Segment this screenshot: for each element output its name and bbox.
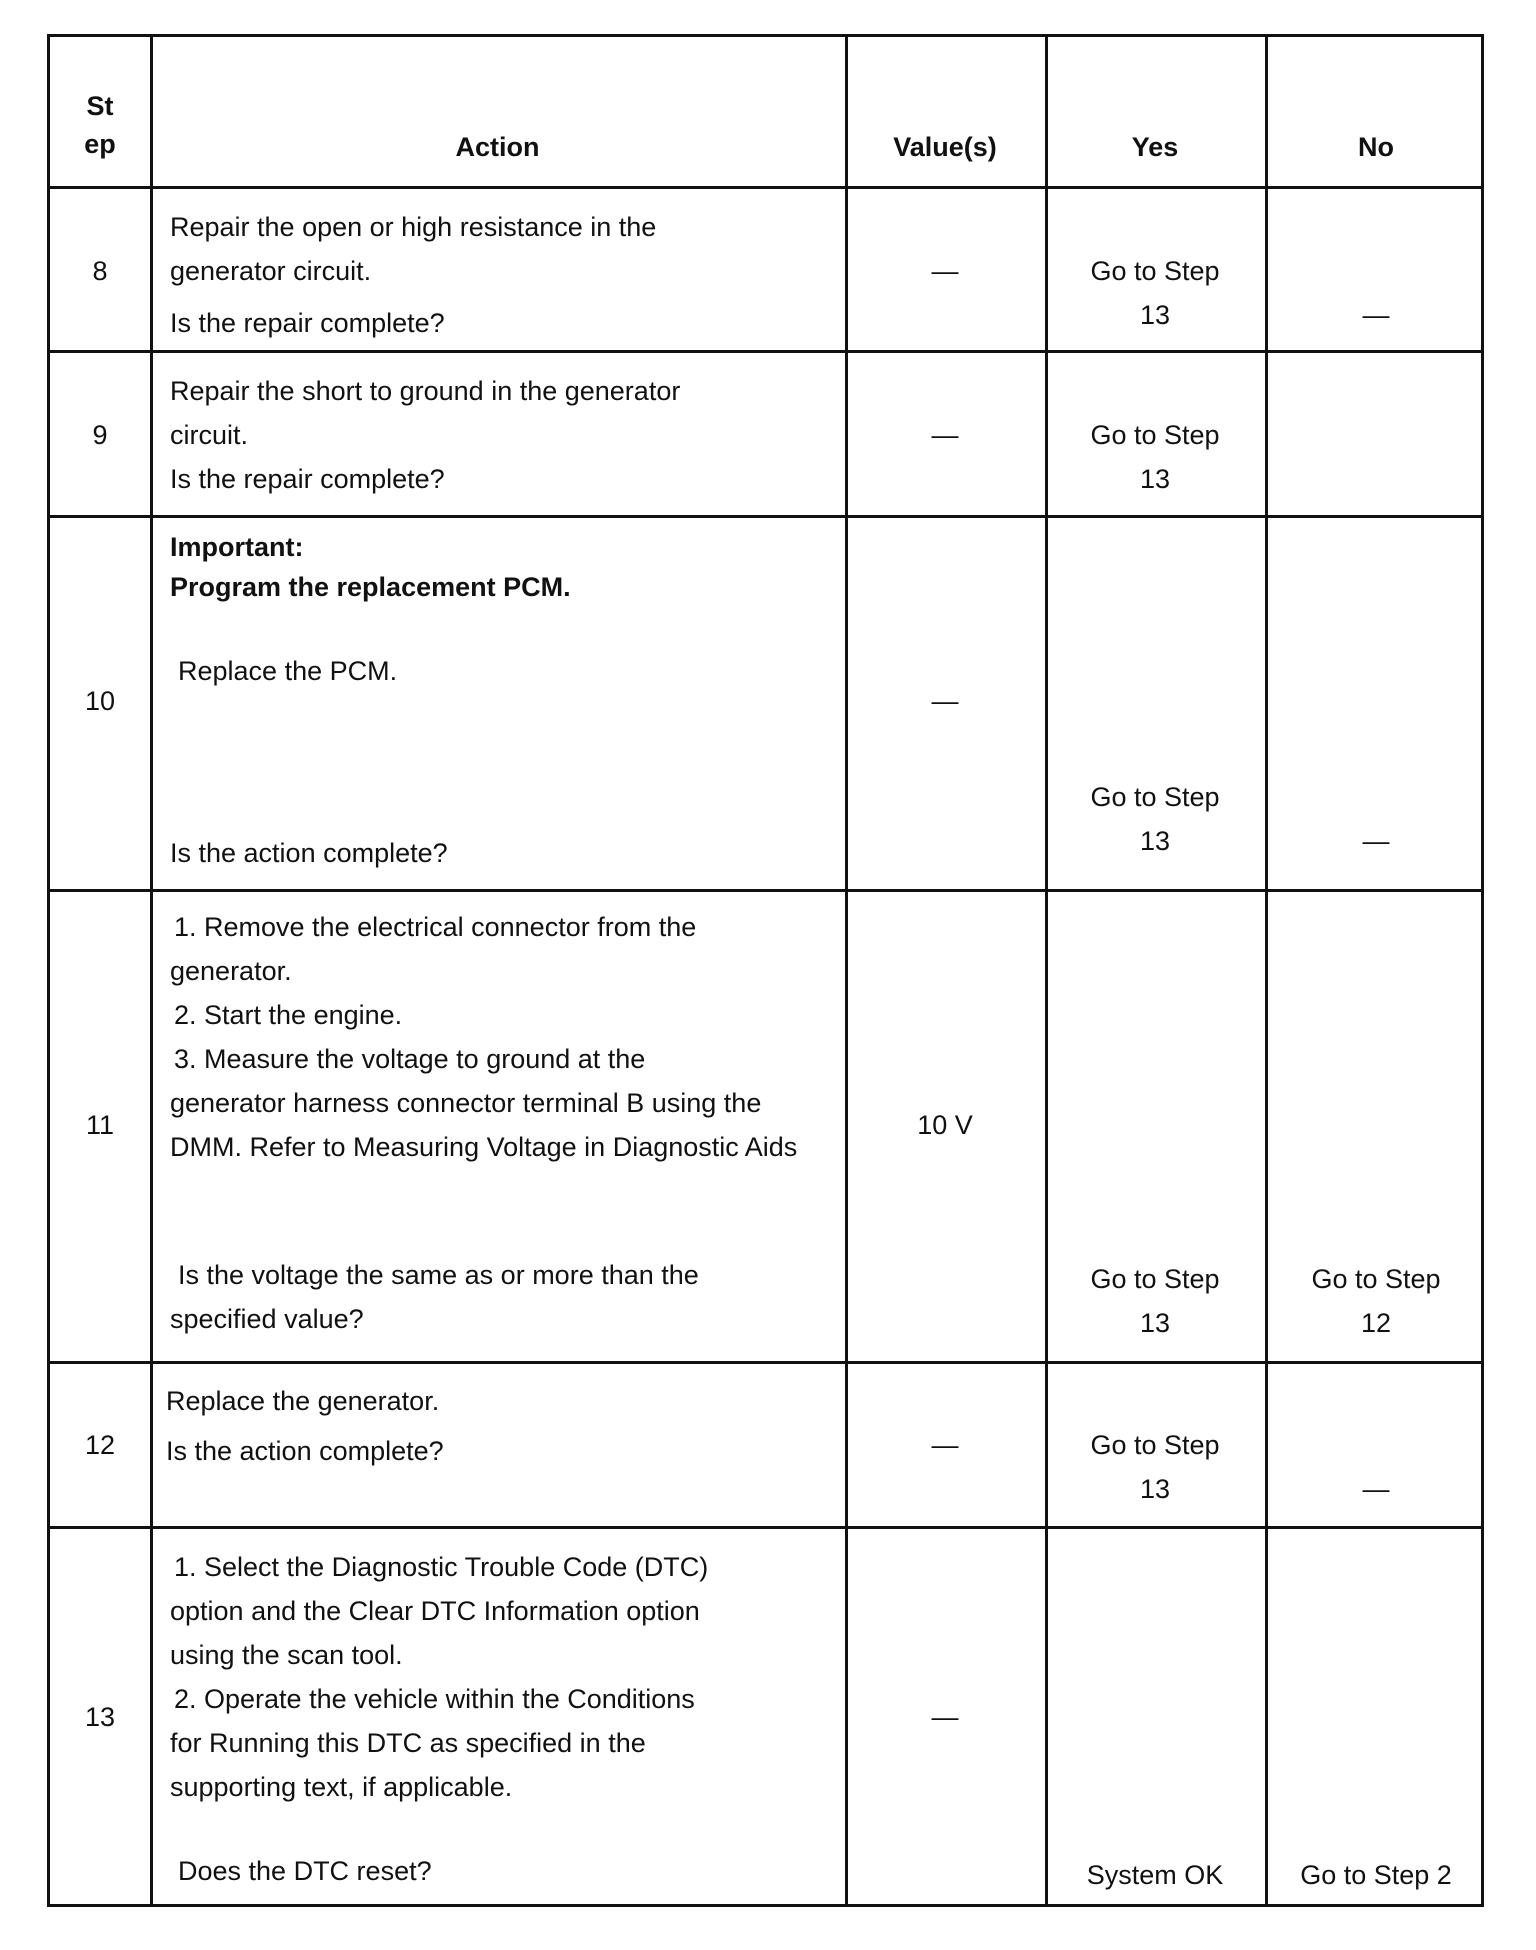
yes-cell: Go to Step 13 [1090,782,1220,856]
row-divider [50,186,1481,189]
value-cell: — [931,1430,959,1460]
row-divider [50,1526,1481,1529]
yes-cell: Go to Step 13 [1090,1430,1220,1504]
no-cell: Go to Step 12 [1311,1264,1441,1338]
step-number: 13 [84,1702,116,1732]
value-cell: — [931,1702,959,1732]
action-text: Important: Program the replacement PCM. Replace the PCM. Is the action complete? [170,527,830,873]
yes-cell: Go to Step 13 [1090,256,1220,330]
step-number: 8 [92,256,108,286]
row-divider [50,350,1481,353]
no-cell: — [1362,1474,1390,1504]
action-text: 1. Remove the electrical connector from the generator. 2. Start the engine. 3. Measure the voltage to ground at the generator harness connector terminal B using the DMM. Refer to Measuring Voltage in Diagnostic Aids Is the voltage the same as or more than the specified value? [170,912,798,1334]
action-text: Repair the short to ground in the generator circuit. Is the repair complete? [170,376,681,494]
action-text: 1. Select the Diagnostic Trouble Code (DTC) option and the Clear DTC Information option using the scan tool. 2. Operate the vehicle within the Conditions for Running this DTC as specified in the supporting text, if applicable. Does the DTC reset? [170,1552,709,1886]
header-step: St ep [84,91,116,159]
step-number: 12 [84,1430,116,1460]
value-cell: — [931,420,959,450]
row-divider [50,889,1481,892]
row-divider [50,515,1481,518]
no-cell: — [1362,826,1390,856]
row-divider [50,1361,1481,1364]
value-cell: — [931,256,959,286]
no-cell: — [1362,300,1390,330]
important-label: Important: [170,532,304,562]
yes-cell: System OK [1086,1860,1224,1890]
column-divider [150,37,153,1904]
column-divider [845,37,848,1904]
yes-cell: Go to Step 13 [1090,1264,1220,1338]
step-number: 10 [84,686,116,716]
important-note: Program the replacement PCM. [170,572,571,602]
action-text: Replace the generator. Is the action complete? [166,1386,444,1466]
yes-cell: Go to Step 13 [1090,420,1220,494]
value-cell: 10 V [917,1110,973,1140]
step-number: 11 [85,1110,115,1140]
diagnostic-table [47,34,1484,1907]
header-no: No [1358,132,1394,162]
no-cell: Go to Step 2 [1300,1860,1452,1890]
header-values: Value(s) [893,132,997,162]
header-yes: Yes [1131,132,1179,162]
header-action: Action [455,132,540,162]
value-cell: — [931,686,959,716]
step-number: 9 [92,420,108,450]
action-text: Repair the open or high resistance in the generator circuit. Is the repair complete? [170,212,657,338]
